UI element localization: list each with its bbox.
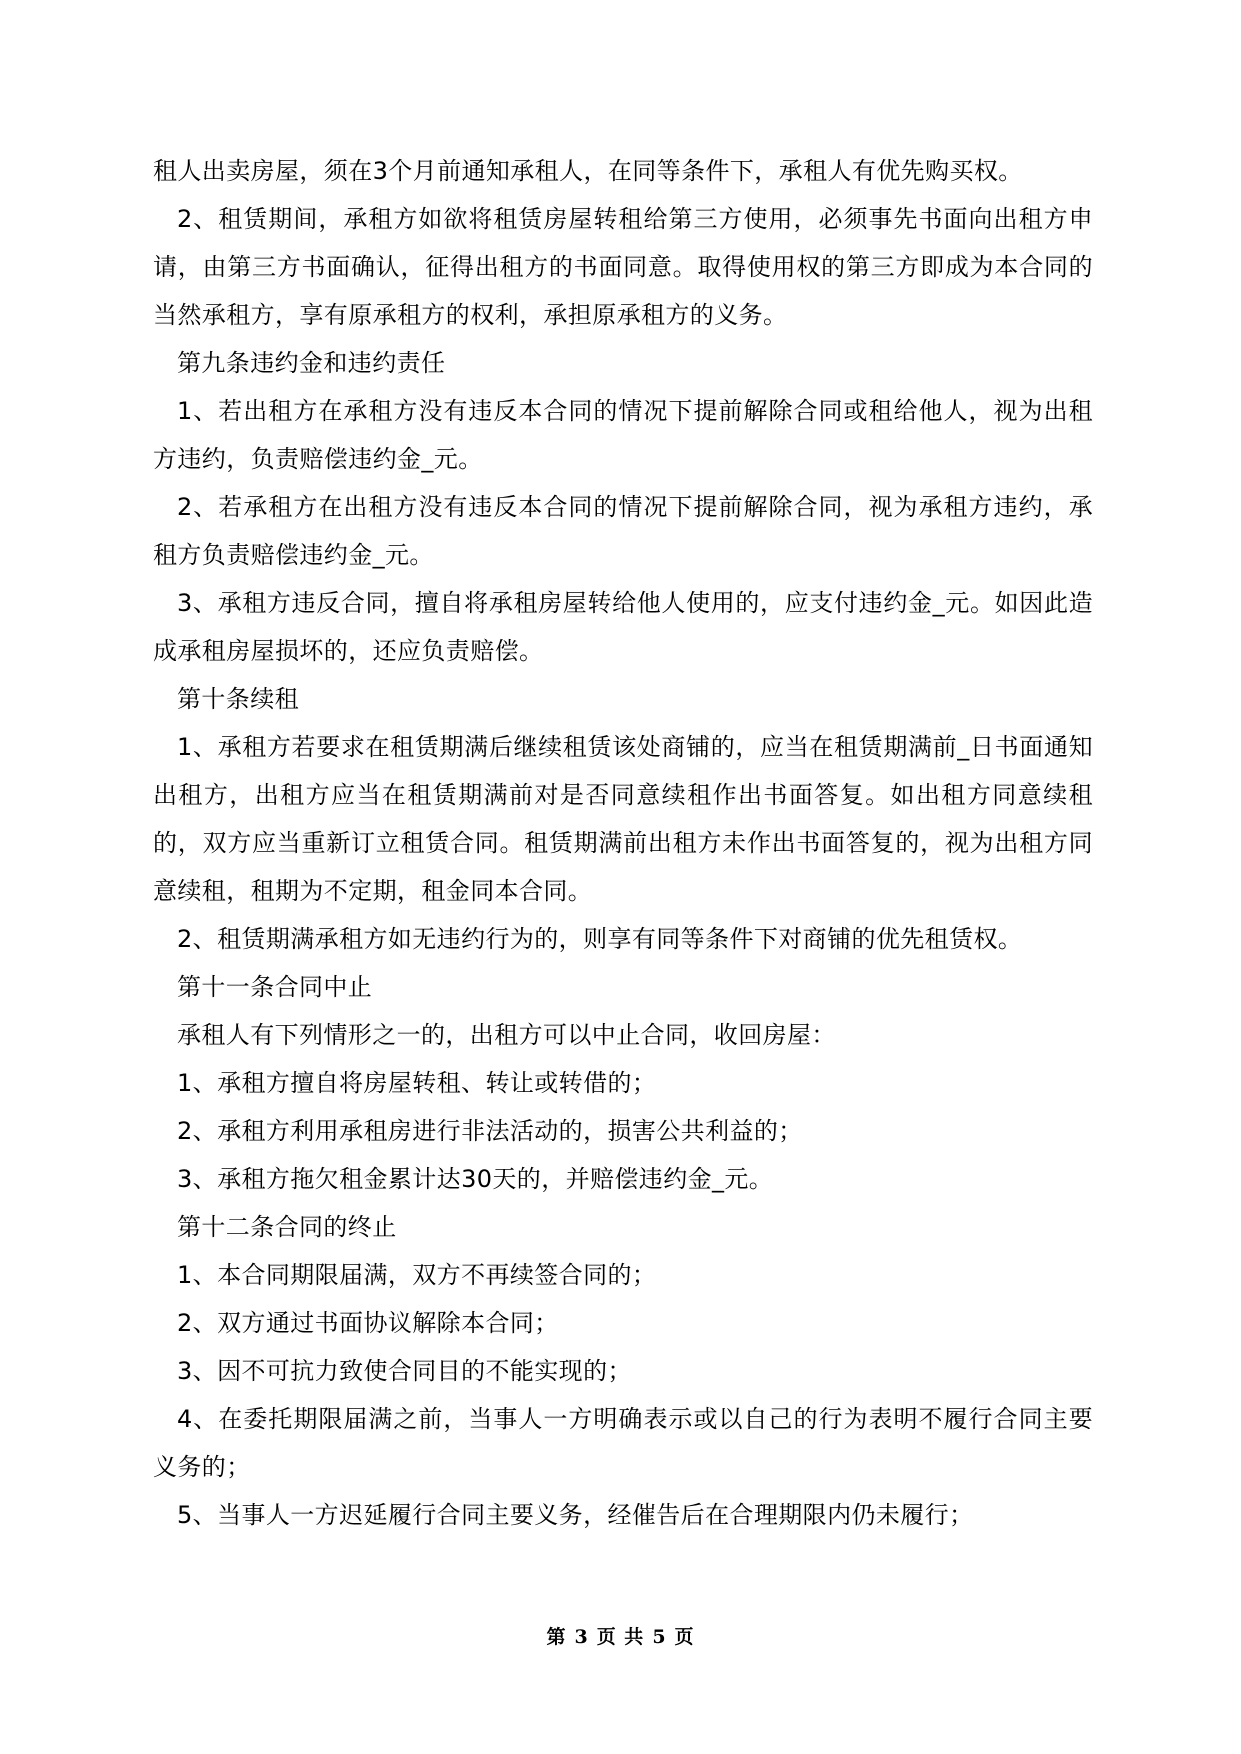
footer-middle: 页 共: [596, 1626, 645, 1648]
paragraph: 2、若承租方在出租方没有违反本合同的情况下提前解除合同，视为承租方违约，承租方负责赔偿违约金_元。: [153, 493, 1093, 569]
paragraph: 2、租赁期满承租方如无违约行为的，则享有同等条件下对商铺的优先租赁权。: [177, 925, 1023, 953]
list-item: 1、本合同期限届满，双方不再续签合同的；: [177, 1261, 657, 1289]
paragraph: 承租人有下列情形之一的，出租方可以中止合同，收回房屋：: [177, 1021, 836, 1049]
current-page-number: 3: [574, 1626, 589, 1648]
section-heading: 第十条续租: [177, 685, 299, 713]
section-heading: 第十一条合同中止: [177, 973, 373, 1001]
list-item: 2、双方通过书面协议解除本合同；: [177, 1309, 559, 1337]
list-item: 3、承租方拖欠租金累计达30天的，并赔偿违约金_元。: [177, 1165, 774, 1193]
paragraph: 租人出卖房屋，须在3个月前通知承租人，在同等条件下，承租人有优先购买权。: [153, 157, 1023, 185]
footer-suffix: 页: [674, 1626, 695, 1648]
paragraph: 1、若出租方在承租方没有违反本合同的情况下提前解除合同或租给他人，视为出租方违约，负责赔偿违约金_元。: [153, 397, 1093, 473]
section-heading: 第十二条合同的终止: [177, 1213, 397, 1241]
list-item: 2、承租方利用承租房进行非法活动的，损害公共利益的；: [177, 1117, 803, 1145]
total-pages-number: 5: [652, 1626, 667, 1648]
paragraph: 1、承租方若要求在租赁期满后继续租赁该处商铺的，应当在租赁期满前_日书面通知出租方，出租方应当在租赁期满前对是否同意续租作出书面答复。如出租方同意续租的，双方应当重新订立租赁合同。租赁期满前出租方未作出书面答复的，视为出租方同意续租，租期为不定期，租金同本合同。: [153, 733, 1093, 905]
footer-prefix: 第: [546, 1626, 567, 1648]
list-item: 3、因不可抗力致使合同目的不能实现的；: [177, 1357, 632, 1385]
paragraph: 2、租赁期间，承租方如欲将租赁房屋转租给第三方使用，必须事先书面向出租方申请，由第三方书面确认，征得出租方的书面同意。取得使用权的第三方即成为本合同的当然承租方，享有原承租方的权利，承担原承租方的义务。: [153, 205, 1093, 329]
document-body: [153, 147, 1093, 1539]
page-footer: [0, 1625, 1241, 1649]
paragraph: 3、承租方违反合同，擅自将承租房屋转给他人使用的，应支付违约金_元。如因此造成承租房屋损坏的，还应负责赔偿。: [153, 589, 1093, 665]
section-heading: 第九条违约金和违约责任: [177, 349, 446, 377]
list-item: 1、承租方擅自将房屋转租、转让或转借的；: [177, 1069, 657, 1097]
list-item: 5、当事人一方迟延履行合同主要义务，经催告后在合理期限内仍未履行；: [177, 1501, 974, 1529]
list-item: 4、在委托期限届满之前，当事人一方明确表示或以自己的行为表明不履行合同主要义务的；: [153, 1405, 1093, 1481]
